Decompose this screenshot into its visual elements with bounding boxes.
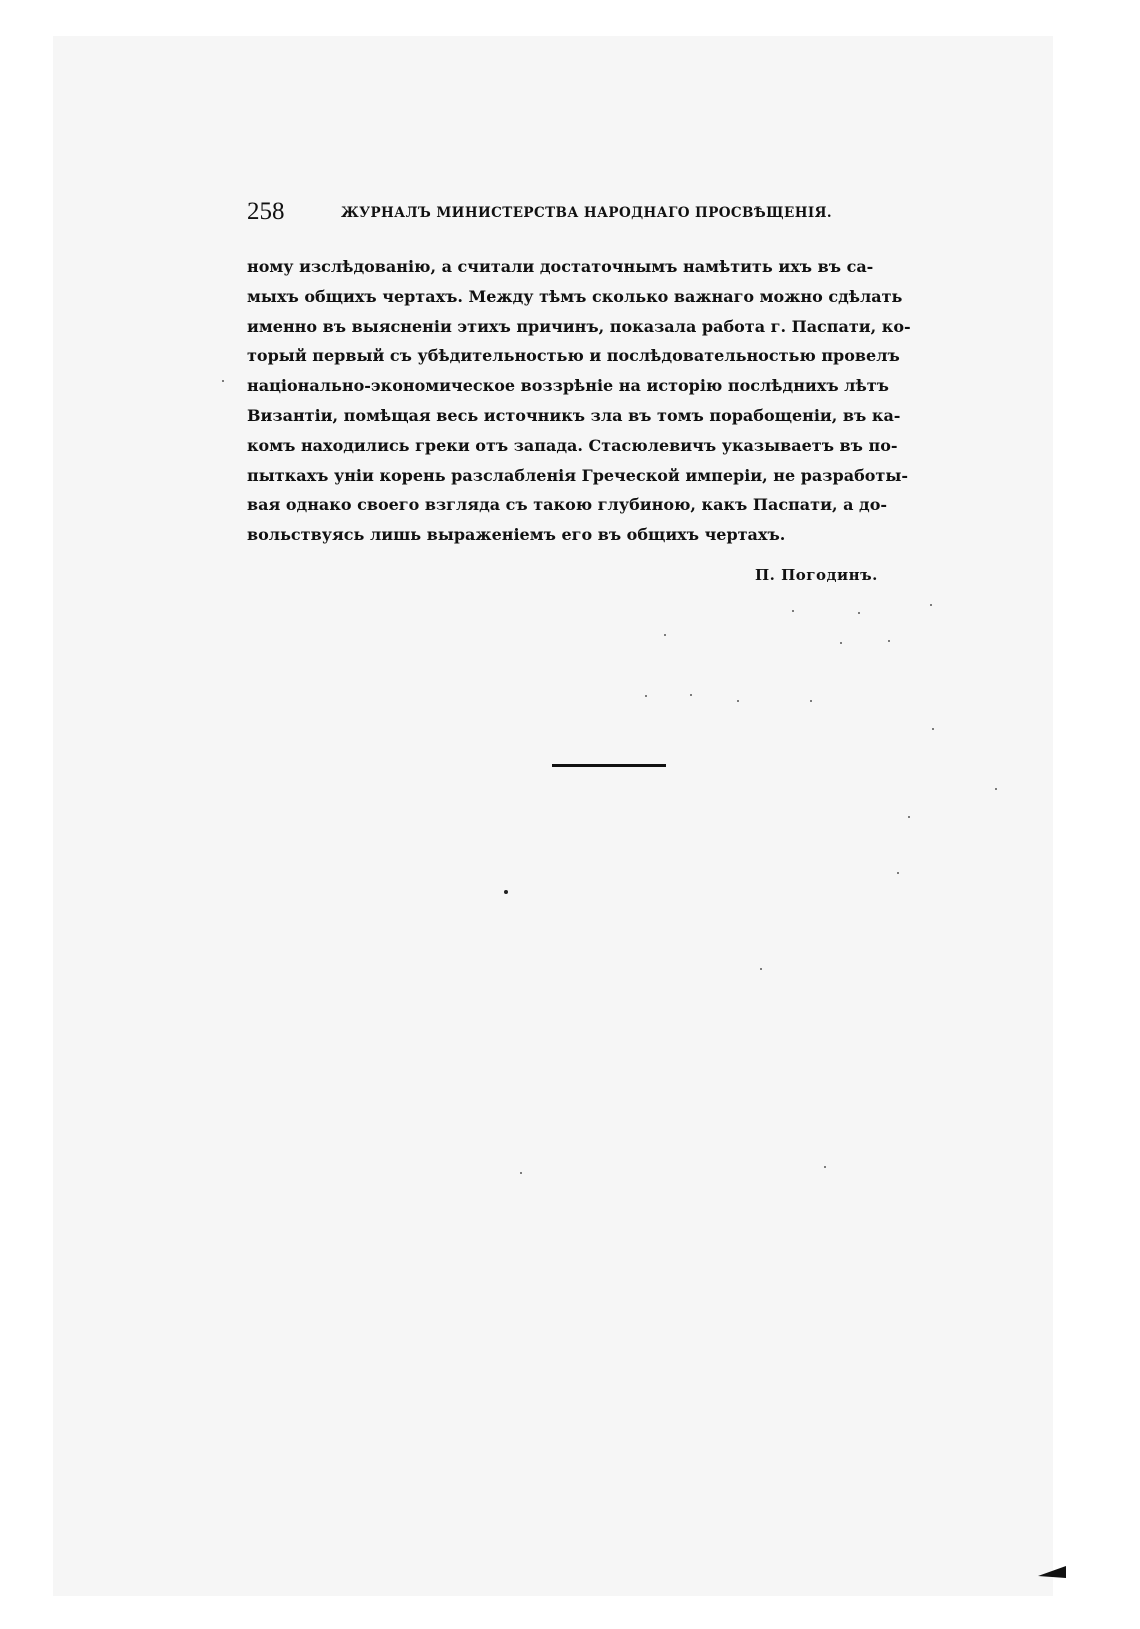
scan-speck <box>824 1166 826 1168</box>
text-line: Византіи, помѣщая весь источникъ зла въ томъ порабощеніи, въ ка- <box>247 405 901 425</box>
end-rule-divider <box>552 764 666 767</box>
scan-speck <box>810 700 812 702</box>
text-line: вая однако своего взгляда съ такою глубиною, какъ Паспати, а до- <box>247 495 887 515</box>
text-line: торый первый съ убѣдительностью и послѣдовательностью провелъ <box>247 346 900 366</box>
text-line: національно-экономическое воззрѣніе на исторію послѣднихъ лѣтъ <box>247 376 889 396</box>
page-header <box>247 198 865 228</box>
scan-speck <box>520 1172 522 1174</box>
page-number: 258 <box>247 198 285 225</box>
scan-speck <box>908 816 910 818</box>
text-line: комъ находились греки отъ запада. Стасюлевичъ указываетъ въ по- <box>247 435 898 455</box>
scan-speck <box>792 610 794 612</box>
scan-speck <box>858 612 860 614</box>
scan-speck <box>932 728 934 730</box>
scan-speck <box>690 694 692 696</box>
scan-speck <box>645 695 647 697</box>
scan-speck <box>995 788 997 790</box>
running-title: ЖУРНАЛЪ МИНИСТЕРСТВА НАРОДНАГО ПРОСВѢЩЕНІЯ. <box>341 205 832 221</box>
text-line: ному изслѣдованію, а считали достаточнымъ намѣтить ихъ въ са- <box>247 257 874 276</box>
scan-corner-mark <box>1038 1566 1066 1578</box>
scan-speck <box>504 890 508 894</box>
body-paragraph <box>247 252 972 550</box>
text-line: пыткахъ уніи корень разслабленія Греческой имперіи, не разработы- <box>247 465 908 485</box>
scan-speck <box>897 872 899 874</box>
scan-speck <box>840 642 842 644</box>
scan-speck <box>930 604 932 606</box>
scan-speck <box>664 634 666 636</box>
text-line: именно въ выясненіи этихъ причинъ, показала работа г. Паспати, ко- <box>247 316 911 336</box>
author-signature: П. Погодинъ. <box>755 566 878 584</box>
scan-speck <box>222 380 224 382</box>
text-line: вольствуясь лишь выраженіемъ его въ общихъ чертахъ. <box>247 525 786 545</box>
scan-speck <box>760 968 762 970</box>
scan-speck <box>888 640 890 642</box>
text-line: мыхъ общихъ чертахъ. Между тѣмъ сколько важнаго можно сдѣлать <box>247 286 903 306</box>
scan-speck <box>737 700 739 702</box>
